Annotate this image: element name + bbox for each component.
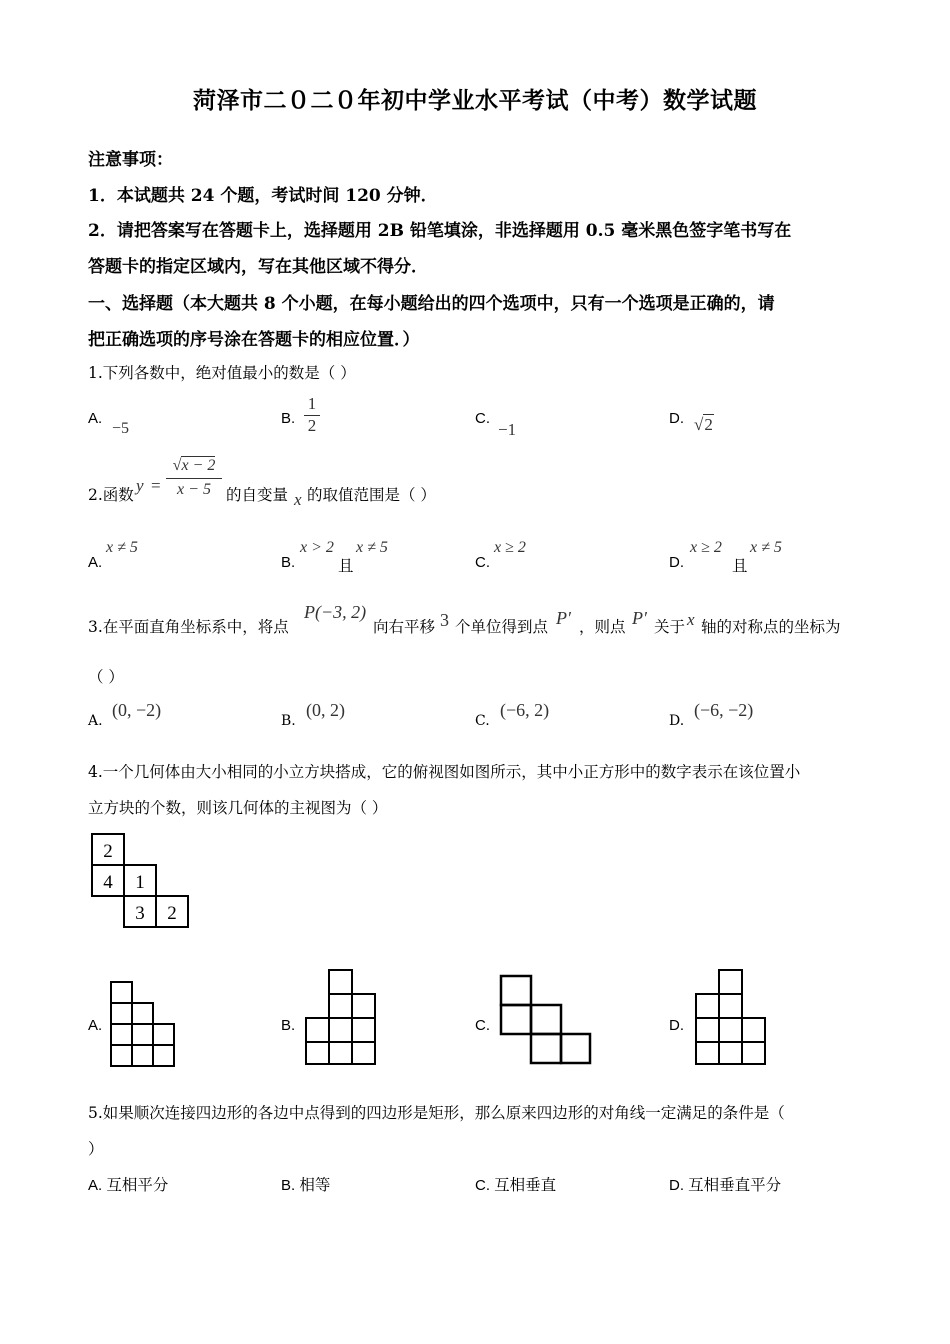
q3-part-6: 轴的对称点的坐标为 — [701, 618, 841, 636]
q5-option-a-text: 互相平分 — [106, 1176, 169, 1194]
q4-line-1: 4.一个几何体由大小相同的小立方块搭成，它的俯视图如图所示，其中小正方形中的数字表示在该位置小 — [88, 763, 801, 781]
q5-line-2: ） — [88, 1140, 104, 1158]
q3-shift: 3 — [440, 610, 449, 630]
q5-option-b-label: B. — [281, 1177, 296, 1194]
notice-item-2-line2: 答题卡的指定区域内，写在其他区域不得分． — [88, 257, 428, 277]
q3-line-2: （ ） — [88, 668, 124, 686]
q3-point-p: P(−3, 2) — [304, 602, 367, 622]
sqrt-icon: √ — [694, 415, 704, 434]
notice-item-2-line1: 2．请把答案写在答题卡上，选择题用 2B 铅笔填涂，非选择题用 0.5 毫米黑色签字笔书写在 — [88, 221, 792, 241]
q1-option-b-denominator: 2 — [307, 416, 317, 435]
q3-option-c-value: (−6, 2) — [500, 700, 550, 720]
q1-option-a-value: −5 — [112, 420, 130, 437]
q2-denominator: x − 5 — [177, 481, 211, 498]
q3-part-1: 3.在平面直角坐标系中，将点 — [88, 618, 289, 636]
q3-option-c-label[interactable]: C. — [475, 713, 490, 729]
q4-option-d-label[interactable]: D. — [669, 1017, 684, 1034]
grid-cell-1: 2 — [103, 841, 113, 862]
q2-prefix: 2.函数 — [88, 486, 134, 504]
q1-option-a-label[interactable]: A. — [88, 410, 103, 427]
q5-option-d[interactable] — [669, 1173, 781, 1195]
q2-option-b-qie: 且 — [338, 557, 354, 575]
q2-option-b-value-1: x > 2 — [300, 539, 334, 556]
q2-option-a-value: x ≠ 5 — [106, 539, 138, 556]
q2-middle: 的自变量 — [226, 486, 289, 504]
q2-option-a-label[interactable]: A. — [88, 554, 103, 571]
notice-item-1: 1．本试题共 24 个题，考试时间 120 分钟． — [88, 186, 438, 206]
q3-point-p-prime: P′ — [556, 608, 571, 628]
q5-option-c-label: C. — [475, 1177, 490, 1194]
q2-option-d-value-2: x ≠ 5 — [750, 539, 782, 556]
page-title: 菏泽市二０二０年初中学业水平考试（中考）数学试题 — [193, 87, 757, 114]
q2-option-d-label[interactable]: D. — [669, 554, 684, 571]
q3-option-b-value: (0, 2) — [306, 700, 345, 720]
q4-option-b-figure[interactable] — [304, 968, 380, 1068]
section-heading-line2: 把正确选项的序号涂在答题卡的相应位置．） — [88, 330, 420, 350]
q1-option-c-label[interactable]: C. — [475, 410, 490, 427]
q2-option-d-value-1: x ≥ 2 — [690, 539, 722, 556]
q2-option-b-value-2: x ≠ 5 — [356, 539, 388, 556]
q3-point-p-prime-2: P′ — [632, 608, 647, 628]
q2-numerator: x − 2 — [181, 457, 216, 474]
q5-option-c[interactable] — [475, 1173, 556, 1195]
q4-option-b-label[interactable]: B. — [281, 1017, 296, 1034]
q3-axis-x: x — [687, 610, 695, 629]
q5-option-d-text: 互相垂直平分 — [688, 1176, 782, 1194]
section-heading-line1: 一、选择题（本大题共 8 个小题，在每小题给出的四个选项中，只有一个选项是正确的，请 — [88, 294, 775, 314]
notice-heading: 注意事项： — [88, 150, 173, 170]
q2-option-b-label[interactable]: B. — [281, 554, 296, 571]
q3-option-d-value: (−6, −2) — [694, 700, 754, 720]
q4-top-view-grid — [90, 832, 190, 930]
q2-fraction — [166, 455, 222, 501]
q1-option-b-fraction — [302, 394, 322, 436]
q1-stem: 1.下列各数中，绝对值最小的数是（ ） — [88, 364, 356, 382]
q2-option-c-label[interactable]: C. — [475, 554, 490, 571]
q1-option-c-value: −1 — [498, 420, 517, 439]
q2-suffix: 的取值范围是（ ） — [307, 486, 436, 504]
grid-cell-2: 4 — [103, 872, 113, 893]
grid-cell-4: 3 — [135, 903, 145, 924]
q5-option-c-text: 互相垂直 — [494, 1176, 557, 1194]
q4-option-a-figure[interactable] — [109, 980, 179, 1070]
q2-option-c-value: x ≥ 2 — [494, 539, 526, 556]
grid-cell-3: 1 — [135, 872, 145, 893]
q5-option-b[interactable] — [281, 1173, 330, 1195]
grid-cell-5: 2 — [167, 903, 177, 924]
q3-part-2: 向右平移 — [373, 618, 436, 636]
q1-option-b-label[interactable]: B. — [281, 410, 296, 427]
q2-equals: = — [151, 476, 161, 495]
q5-option-b-text: 相等 — [299, 1176, 331, 1194]
q4-line-2: 立方块的个数，则该几何体的主视图为（ ） — [88, 799, 388, 817]
q5-option-d-label: D. — [669, 1177, 684, 1194]
sqrt-icon: √ — [172, 457, 182, 474]
q1-option-d-label[interactable]: D. — [669, 410, 684, 427]
q5-option-a-label: A. — [88, 1177, 103, 1194]
q2-y: y — [136, 476, 144, 495]
q3-option-a-value: (0, −2) — [112, 700, 162, 720]
q4-option-a-label[interactable]: A. — [88, 1017, 103, 1034]
q3-part-4: ，则点 — [579, 618, 626, 636]
q4-option-c-label[interactable]: C. — [475, 1017, 490, 1034]
q3-option-b-label[interactable]: B. — [281, 713, 296, 729]
q3-part-3: 个单位得到点 — [455, 618, 549, 636]
q5-option-a[interactable] — [88, 1173, 168, 1195]
q2-option-d-qie: 且 — [732, 557, 748, 575]
q4-option-c-figure[interactable] — [499, 974, 593, 1066]
q1-option-b-numerator: 1 — [307, 394, 317, 413]
q2-var: x — [294, 490, 302, 509]
q3-part-5: 关于 — [654, 618, 686, 636]
q1-option-d-value: √2 — [694, 415, 713, 434]
q5-line-1: 5.如果顺次连接四边形的各边中点得到的四边形是矩形，那么原来四边形的对角线一定满足的条件是（ — [88, 1104, 785, 1122]
q3-option-d-label[interactable]: D. — [669, 713, 685, 729]
q4-option-d-figure[interactable] — [694, 968, 770, 1068]
q3-option-a-label[interactable]: A. — [88, 713, 103, 729]
